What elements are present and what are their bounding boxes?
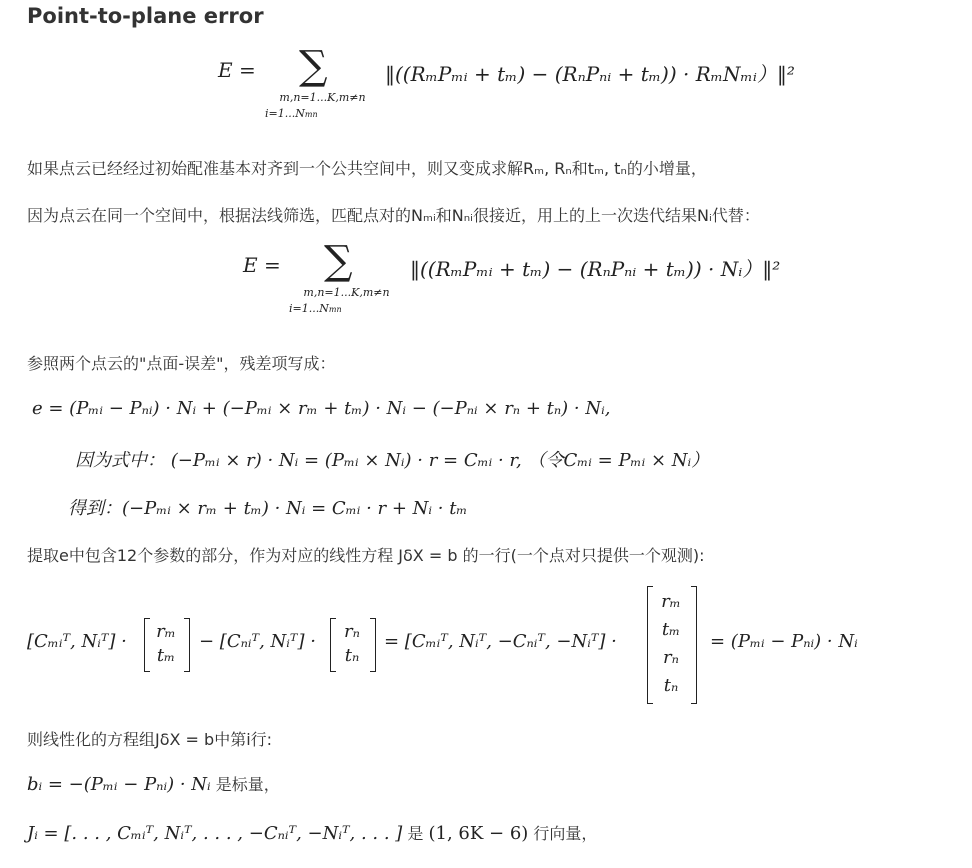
eq1-sum-sign: ∑: [299, 43, 328, 89]
vec1-right-bracket: [184, 618, 190, 672]
matrix-part-2: − [Cₙᵢᵀ, Nᵢᵀ] ·: [199, 631, 316, 652]
eq2-body: ‖((RₘPₘᵢ + tₘ) − (RₙPₙᵢ + tₘ)) · Nᵢ）‖²: [410, 257, 781, 281]
equation-5: 得到：(−Pₘᵢ × rₘ + tₘ) · Nᵢ = Cₘᵢ · r + Nᵢ · tₘ: [68, 498, 468, 519]
vector-1: [148, 620, 184, 668]
vec3-right-bracket: [691, 586, 697, 704]
eq1-limit-bottom: [265, 106, 318, 123]
vector-3-entry: tₙ: [663, 675, 679, 696]
eq2-limit-bottom-main: i=1...N: [289, 302, 329, 315]
matrix-part-1: [Cₘᵢᵀ, Nᵢᵀ] ·: [27, 631, 127, 652]
paragraph-4: 提取e中包含12个参数的部分，作为对应的线性方程 JδX = b 的一行(一个点对只提供一个观测):: [27, 546, 705, 565]
eq2-limit-bottom-sub: mn: [328, 305, 342, 314]
paragraph-2: 因为点云在同一个空间中，根据法线筛选，匹配点对的Nₘᵢ和Nₙᵢ很接近，用上的上一次迭代结果Nᵢ代替：: [27, 206, 760, 225]
equation-4: 因为式中： (−Pₘᵢ × r) · Nᵢ = (Pₘᵢ × Nᵢ) · r = Cₘᵢ · r, （令Cₘᵢ = Pₘᵢ × Nᵢ）: [75, 450, 710, 471]
ji-line: [27, 821, 597, 844]
vector-2: [334, 620, 370, 668]
eq2-sum-sign: ∑: [324, 238, 353, 284]
bi-line: [27, 772, 280, 795]
vector-3-entry: tₘ: [661, 619, 681, 640]
matrix-part-3: = [Cₘᵢᵀ, Nᵢᵀ, −Cₙᵢᵀ, −Nᵢᵀ] ·: [384, 631, 617, 652]
eq2-limit-bottom: [289, 301, 342, 318]
vector-2-entry: rₙ: [344, 621, 360, 642]
eq1-body: ‖((RₘPₘᵢ + tₘ) − (RₙPₙᵢ + tₘ)) · RₘNₘᵢ）‖²: [385, 62, 795, 86]
vector-1-entry: rₘ: [156, 621, 176, 642]
vector-3-entry: rₘ: [661, 591, 681, 612]
matrix-part-4: = (Pₘᵢ − Pₙᵢ) · Nᵢ: [710, 631, 858, 652]
paragraph-3: 参照两个点云的"点面-误差"，残差项写成：: [27, 354, 336, 373]
eq1-limit-top: m,n=1...K,m≠n: [279, 91, 366, 104]
vec2-right-bracket: [370, 618, 376, 672]
ji-math-b: (1, 6K − 6): [428, 823, 529, 844]
eq1-limit-bottom-main: i=1...N: [265, 107, 305, 120]
vector-3: [651, 588, 691, 700]
eq2-limit-top: m,n=1...K,m≠n: [303, 286, 390, 299]
eq1-limit-bottom-sub: mn: [304, 110, 318, 119]
vector-3-entry: rₙ: [663, 647, 679, 668]
ji-text-a: 是: [402, 824, 429, 843]
eq1-lhs: E =: [218, 58, 256, 82]
paragraph-5: 则线性化的方程组JδX = b中第i行:: [27, 730, 273, 749]
ji-math: Jᵢ = [. . . , Cₘᵢᵀ, Nᵢᵀ, . . . , −Cₙᵢᵀ, −Nᵢᵀ, . . . ]: [27, 823, 403, 844]
bi-math: bᵢ = −(Pₘᵢ − Pₙᵢ) · Nᵢ: [27, 774, 211, 795]
equation-3: e = (Pₘᵢ − Pₙᵢ) · Nᵢ + (−Pₘᵢ × rₘ + tₘ) · Nᵢ − (−Pₙᵢ × rₙ + tₙ) · Nᵢ,: [32, 398, 611, 419]
bi-text: 是标量，: [210, 775, 280, 794]
eq2-lhs: E =: [243, 253, 281, 277]
paragraph-1: 如果点云已经经过初始配准基本对齐到一个公共空间中，则又变成求解Rₘ, Rₙ和tₘ, tₙ的小增量，: [27, 159, 707, 178]
ji-text-b: 行向量，: [528, 824, 598, 843]
section-heading: Point-to-plane error: [27, 4, 264, 28]
vector-2-entry: tₙ: [344, 645, 360, 666]
vector-1-entry: tₘ: [156, 645, 176, 666]
